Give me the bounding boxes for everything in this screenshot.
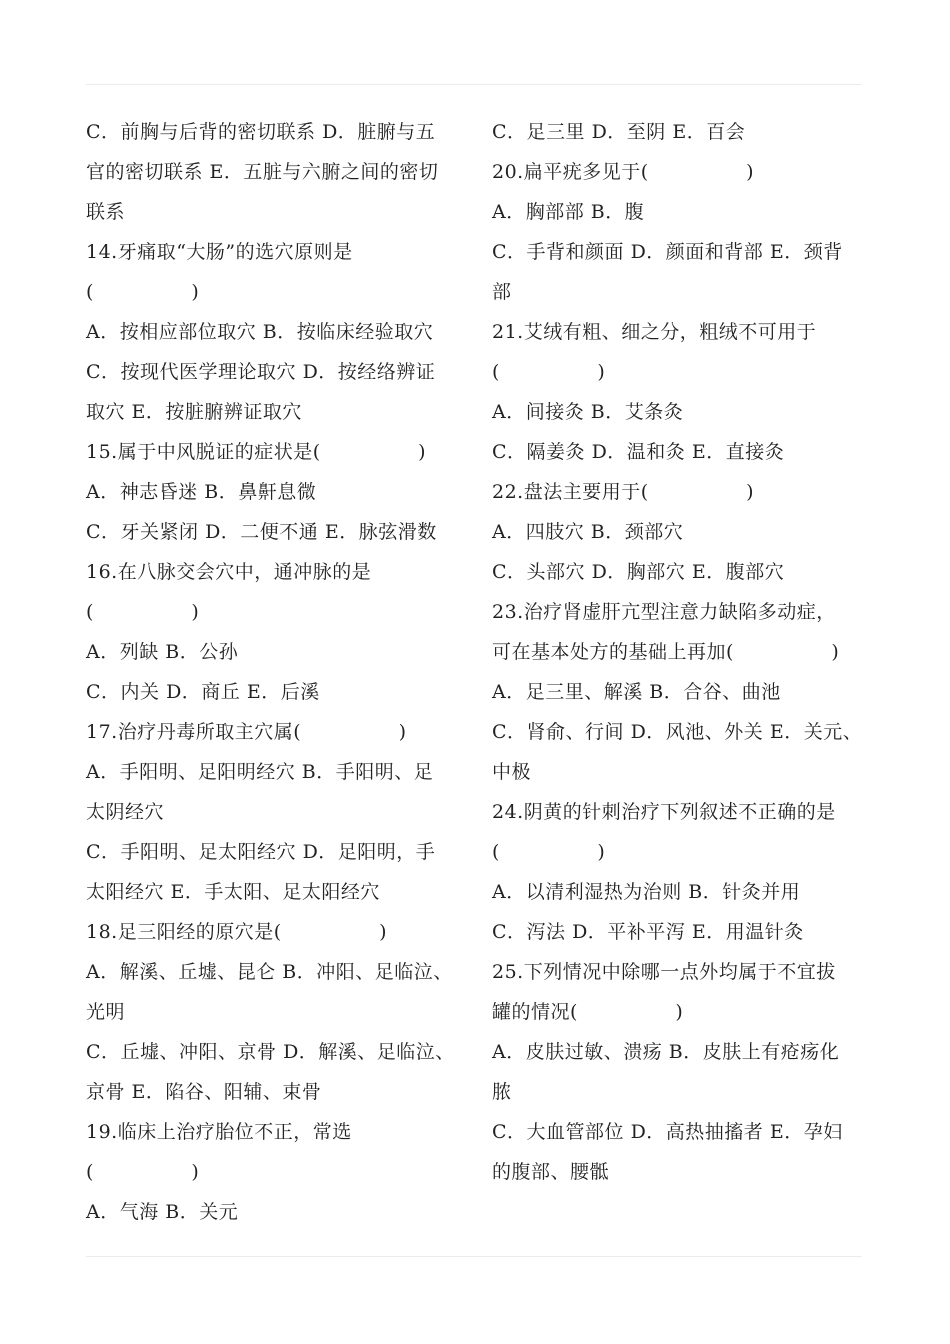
text-line: 可在基本处方的基础上再加( ) (492, 641, 840, 663)
question-19: 19.临床上治疗胎位不正，常选 (86, 1121, 352, 1143)
question-18: 18.足三阳经的原穴是( ) (86, 921, 388, 943)
text-line: C．手背和颜面 D．颜面和背部 E．颈背 (492, 241, 843, 263)
question-24: 24.阴黄的针刺治疗下列叙述不正确的是 (492, 801, 836, 823)
answer-blank: ( ) (86, 1161, 200, 1183)
right-column (492, 112, 882, 1192)
answer-blank: ( ) (86, 601, 200, 623)
text-line: C．牙关紧闭 D．二便不通 E．脉弦滑数 (86, 521, 437, 543)
text-line: C．肾俞、行间 D．风池、外关 E．关元、 (492, 721, 863, 743)
question-21: 21.艾绒有粗、细之分，粗绒不可用于 (492, 321, 817, 343)
question-16: 16.在八脉交会穴中，通冲脉的是 (86, 561, 372, 583)
question-23: 23.治疗肾虚肝亢型注意力缺陷多动症， (492, 601, 836, 623)
text-line: C．按现代医学理论取穴 D．按经络辨证 (86, 361, 436, 383)
text-line: A．按相应部位取穴 B．按临床经验取穴 (86, 321, 434, 343)
answer-blank: ( ) (86, 281, 200, 303)
text-line: C．大血管部位 D．高热抽搐者 E．孕妇 (492, 1121, 843, 1143)
text-line: 罐的情况( ) (492, 1001, 684, 1023)
text-line: C．前胸与后背的密切联系 D．脏腑与五 (86, 121, 436, 143)
text-line: C．隔姜灸 D．温和灸 E．直接灸 (492, 441, 785, 463)
text-line: A．间接灸 B．艾条灸 (492, 401, 684, 423)
text-line: 光明 (86, 1001, 126, 1023)
question-15: 15.属于中风脱证的症状是( ) (86, 441, 427, 463)
text-line: C．泻法 D．平补平泻 E．用温针灸 (492, 921, 804, 943)
text-line: 中极 (492, 761, 532, 783)
text-line: 京骨 E．陷谷、阳辅、束骨 (86, 1081, 322, 1103)
answer-blank: ( ) (492, 841, 606, 863)
text-line: C．手阳明、足太阳经穴 D．足阳明，手 (86, 841, 436, 863)
text-line: A．手阳明、足阳明经穴 B．手阳明、足 (86, 761, 434, 783)
question-20: 20.扁平疣多见于( ) (492, 161, 755, 183)
text-line: A．皮肤过敏、溃疡 B．皮肤上有疮疡化 (492, 1041, 840, 1063)
text-line: C．足三里 D．至阴 E．百会 (492, 121, 746, 143)
text-line: 太阳经穴 E．手太阳、足太阳经穴 (86, 881, 380, 903)
text-line: 脓 (492, 1081, 512, 1103)
text-line: 部 (492, 281, 512, 303)
text-line: A．列缺 B．公孙 (86, 641, 239, 663)
question-22: 22.盘法主要用于( ) (492, 481, 755, 503)
text-line: C．内关 D．商丘 E．后溪 (86, 681, 320, 703)
text-line: 太阴经穴 (86, 801, 165, 823)
question-25: 25.下列情况中除哪一点外均属于不宜拔 (492, 961, 836, 983)
text-line: A．四肢穴 B．颈部穴 (492, 521, 684, 543)
text-line: 的腹部、腰骶 (492, 1161, 610, 1183)
text-line: A．足三里、解溪 B．合谷、曲池 (492, 681, 781, 703)
text-line: 联系 (86, 201, 126, 223)
text-line: 取穴 E．按脏腑辨证取穴 (86, 401, 302, 423)
text-line: A．解溪、丘墟、昆仑 B．冲阳、足临泣、 (86, 961, 453, 983)
text-line: 官的密切联系 E．五脏与六腑之间的密切 (86, 161, 439, 183)
text-line: A．神志昏迷 B．鼻鼾息微 (86, 481, 317, 503)
text-line: C．头部穴 D．胸部穴 E．腹部穴 (492, 561, 785, 583)
header-rule (86, 84, 862, 85)
footer-rule (86, 1256, 862, 1257)
text-line: A．气海 B．关元 (86, 1201, 239, 1223)
text-line: A．以清利湿热为治则 B．针灸并用 (492, 881, 801, 903)
question-14: 14.牙痛取“大肠”的选穴原则是 (86, 241, 353, 263)
answer-blank: ( ) (492, 361, 606, 383)
question-17: 17.治疗丹毒所取主穴属( ) (86, 721, 407, 743)
text-line: A．胸部部 B．腹 (492, 201, 645, 223)
text-line: C．丘墟、冲阳、京骨 D．解溪、足临泣、 (86, 1041, 455, 1063)
left-column (86, 112, 476, 1232)
